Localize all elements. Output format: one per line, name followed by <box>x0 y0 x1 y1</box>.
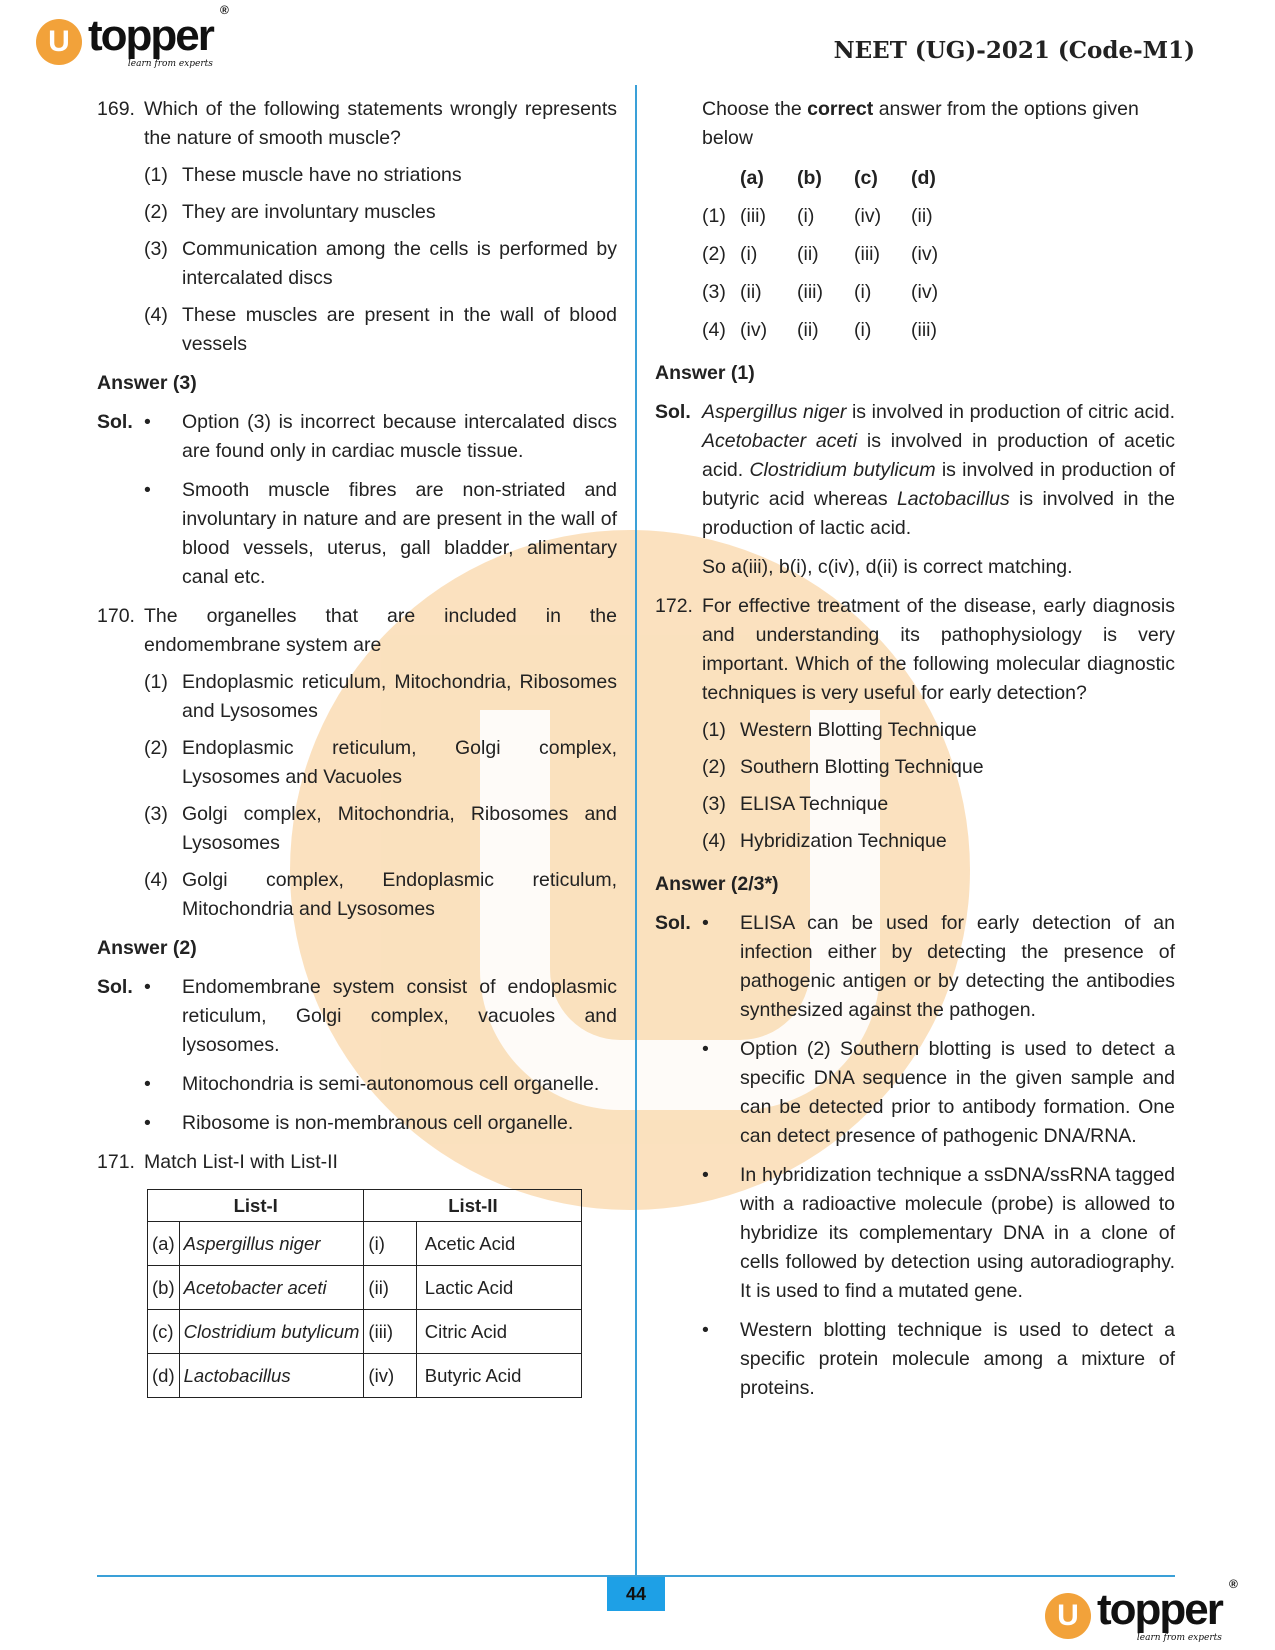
footer-topper-logo: U topper ® learn from experts <box>1045 1588 1222 1644</box>
text: (iv) <box>911 242 939 265</box>
text: (iv) <box>854 204 882 227</box>
text: • <box>144 1112 151 1134</box>
text: (b) <box>148 1266 180 1310</box>
text: Western blotting technique is used to detect a specific protein molecule among a mixture of proteins. <box>740 1319 1175 1399</box>
text: Southern Blotting Technique <box>740 756 984 778</box>
text: Choose the <box>702 98 808 120</box>
text: (2) <box>702 756 726 778</box>
page-number: 44 <box>607 1577 665 1611</box>
option-2 <box>702 753 1175 782</box>
text: Acetobacter aceti <box>702 430 858 452</box>
solution-point <box>97 973 617 1060</box>
option-4 <box>144 866 617 924</box>
solution-point <box>702 1161 1175 1306</box>
column-divider <box>635 85 637 1575</box>
text: (ii) <box>797 242 819 265</box>
text: (2) <box>144 201 168 223</box>
text: Option (3) is incorrect because intercalated discs are found only in cardiac muscle tissue. <box>182 411 617 462</box>
text: (iii) <box>740 204 766 227</box>
u-logo-icon: U <box>1045 1593 1091 1639</box>
text: is involved in production of acetic acid. <box>702 430 1175 481</box>
table-row <box>148 1266 582 1310</box>
text: • <box>144 411 151 433</box>
question-169 <box>97 95 617 153</box>
solution-point <box>144 1070 617 1099</box>
text: • <box>144 479 151 501</box>
question-text: Match List-I with List-II <box>144 1151 338 1173</box>
text: (iii) <box>854 242 880 265</box>
text: (3) <box>702 793 726 815</box>
text: Aspergillus niger <box>702 401 847 423</box>
text: Acetic Acid <box>416 1222 582 1266</box>
text: answer from the options given below <box>702 98 1139 149</box>
text: (d) <box>148 1354 180 1398</box>
match-table <box>147 1189 582 1398</box>
text: Butyric Acid <box>416 1354 582 1398</box>
text: • <box>144 976 151 998</box>
answer-172: Answer (2/3*) <box>655 873 779 895</box>
answer-169: Answer (3) <box>97 372 197 394</box>
text: (3) <box>144 238 168 260</box>
text: • <box>702 1038 709 1060</box>
text: Lactobacillus <box>896 488 1010 510</box>
question-text: For effective treatment of the disease, early diagnosis and understanding its pathophysiology is very important. Which of the following molecular diagnostic techniques is very useful for early detection? <box>702 595 1175 704</box>
exam-title: NEET (UG)-2021 (Code-M1) <box>833 37 1195 64</box>
brand-name: topper <box>88 11 213 60</box>
text: Lactobacillus <box>179 1354 364 1398</box>
solution-point <box>144 476 617 592</box>
text: is involved in production of butyric acid whereas <box>702 459 1175 510</box>
text: (3) <box>702 280 726 303</box>
text: (1) <box>144 164 168 186</box>
text: (1) <box>144 671 168 693</box>
option-2 <box>144 734 617 792</box>
text: ELISA Technique <box>740 793 889 815</box>
table-row <box>148 1354 582 1398</box>
list-2-header: List-II <box>364 1190 582 1222</box>
text: Golgi complex, Mitochondria, Ribosomes and Lysosomes <box>182 803 617 854</box>
question-number: 170. <box>97 605 135 627</box>
text: (iv) <box>364 1354 416 1398</box>
text: Smooth muscle fibres are non-striated and involuntary in nature and are present in the wall of blood vessels, uterus, gall bladder, alimentary canal etc. <box>182 479 617 588</box>
grid-row <box>702 273 1175 311</box>
text: (1) <box>702 204 726 227</box>
text: • <box>144 1073 151 1095</box>
option-1 <box>702 716 1175 745</box>
grid-row <box>702 235 1175 273</box>
option-3 <box>144 800 617 858</box>
text: (i) <box>364 1222 416 1266</box>
text: (2) <box>144 737 168 759</box>
answer-171: Answer (1) <box>655 362 755 384</box>
solution-point <box>144 1109 617 1138</box>
text: • <box>702 912 709 934</box>
tagline: learn from experts <box>1136 1633 1222 1643</box>
question-text: Which of the following statements wrongly represents the nature of smooth muscle? <box>144 98 617 149</box>
option-3 <box>702 790 1175 819</box>
option-4 <box>144 301 617 359</box>
text: Western Blotting Technique <box>740 719 977 741</box>
text: is involved in the production of lactic acid. <box>702 488 1175 539</box>
table-row <box>148 1222 582 1266</box>
text: (2) <box>702 242 726 265</box>
solution-conclusion: So a(iii), b(i), c(iv), d(ii) is correct matching. <box>702 556 1073 578</box>
text: These muscle have no striations <box>182 164 462 186</box>
text: Acetobacter aceti <box>179 1266 364 1310</box>
table-row <box>148 1310 582 1354</box>
text: (iii) <box>797 280 823 303</box>
text: Option (2) Southern blotting is used to detect a specific DNA sequence in the given sample and can be detected prior to antibody formation. One can detect presence of pathogenic DNA/RNA. <box>740 1038 1175 1147</box>
answer-grid <box>702 159 1175 349</box>
option-1 <box>144 668 617 726</box>
grid-header: (c) <box>854 166 878 189</box>
text: Lactic Acid <box>416 1266 582 1310</box>
brand-name: topper <box>1097 1585 1222 1634</box>
option-4 <box>702 827 1175 856</box>
solution-point <box>702 1316 1175 1403</box>
topper-logo: U topper ® learn from experts <box>36 14 213 70</box>
text: Golgi complex, Endoplasmic reticulum, Mitochondria and Lysosomes <box>182 869 617 920</box>
text: (1) <box>702 719 726 741</box>
text: (4) <box>702 830 726 852</box>
text: (i) <box>740 242 758 265</box>
u-logo-icon: U <box>36 19 82 65</box>
text: (3) <box>144 803 168 825</box>
question-number: 169. <box>97 98 135 120</box>
grid-row <box>702 311 1175 349</box>
question-number: 171. <box>97 1151 135 1173</box>
solution-171 <box>655 398 1175 543</box>
grid-header: (b) <box>797 166 822 189</box>
sol-label: Sol. <box>655 401 691 423</box>
text: Hybridization Technique <box>740 830 947 852</box>
solution-text <box>702 398 1175 543</box>
text: Sol. <box>655 912 691 934</box>
text: (a) <box>148 1222 180 1266</box>
text: Endoplasmic reticulum, Golgi complex, Lysosomes and Vacuoles <box>182 737 617 788</box>
left-column <box>97 95 617 1398</box>
question-171 <box>97 1148 617 1177</box>
text: Endoplasmic reticulum, Mitochondria, Ribosomes and Lysosomes <box>182 671 617 722</box>
question-172 <box>655 592 1175 708</box>
text: (iii) <box>911 318 937 341</box>
text: These muscles are present in the wall of blood vessels <box>182 304 617 355</box>
answer-170: Answer (2) <box>97 937 197 959</box>
question-number: 172. <box>655 595 693 617</box>
text: Endomembrane system consist of endoplasmic reticulum, Golgi complex, vacuoles and lysosomes. <box>182 976 617 1056</box>
question-170 <box>97 602 617 660</box>
text: (4) <box>702 318 726 341</box>
text: Ribosome is non-membranous cell organelle. <box>182 1112 574 1134</box>
text: They are involuntary muscles <box>182 201 436 223</box>
grid-header: (d) <box>911 166 936 189</box>
text: (i) <box>854 318 872 341</box>
text: Communication among the cells is performed by intercalated discs <box>182 238 617 289</box>
text: is involved in production of citric acid. <box>846 401 1176 423</box>
text: ELISA can be used for early detection of an infection either by detecting the presence of pathogenic antigen or by detecting the antibodies synthesized against the pathogen. <box>740 912 1175 1021</box>
text: (iv) <box>740 318 768 341</box>
text: (4) <box>144 304 168 326</box>
tagline: learn from experts <box>127 59 213 69</box>
text: Citric Acid <box>416 1310 582 1354</box>
text: Mitochondria is semi-autonomous cell organelle. <box>182 1073 600 1095</box>
text: Aspergillus niger <box>179 1222 364 1266</box>
option-1 <box>144 161 617 190</box>
question-text: The organelles that are included in the endomembrane system are <box>144 605 617 656</box>
text: correct <box>807 98 874 120</box>
text: (i) <box>854 280 872 303</box>
text: (ii) <box>797 318 819 341</box>
list-1-header: List-I <box>148 1190 364 1222</box>
option-3 <box>144 235 617 293</box>
grid-row <box>702 197 1175 235</box>
text: (iv) <box>911 280 939 303</box>
text: Sol. <box>97 976 133 998</box>
text: Clostridium butylicum <box>179 1310 364 1354</box>
choose-instruction <box>702 95 1175 153</box>
right-column <box>655 95 1175 1403</box>
text: (i) <box>797 204 815 227</box>
text: In hybridization technique a ssDNA/ssRNA tagged with a radioactive molecule (probe) is allowed to hybridize its complementary DNA in a clone of cells followed by detection using autoradiography. It is used to find a mutated gene. <box>740 1164 1175 1302</box>
solution-point <box>97 408 617 466</box>
solution-point <box>702 1035 1175 1151</box>
grid-header: (a) <box>740 166 764 189</box>
text: (iii) <box>364 1310 416 1354</box>
solution-point <box>655 909 1175 1025</box>
text: Sol. <box>97 411 133 433</box>
text: Clostridium butylicum <box>749 459 936 481</box>
text: • <box>702 1164 709 1186</box>
text: (ii) <box>740 280 762 303</box>
text: • <box>702 1319 709 1341</box>
text: (ii) <box>911 204 933 227</box>
text: (ii) <box>364 1266 416 1310</box>
text: (4) <box>144 869 168 891</box>
option-2 <box>144 198 617 227</box>
text: (c) <box>148 1310 180 1354</box>
